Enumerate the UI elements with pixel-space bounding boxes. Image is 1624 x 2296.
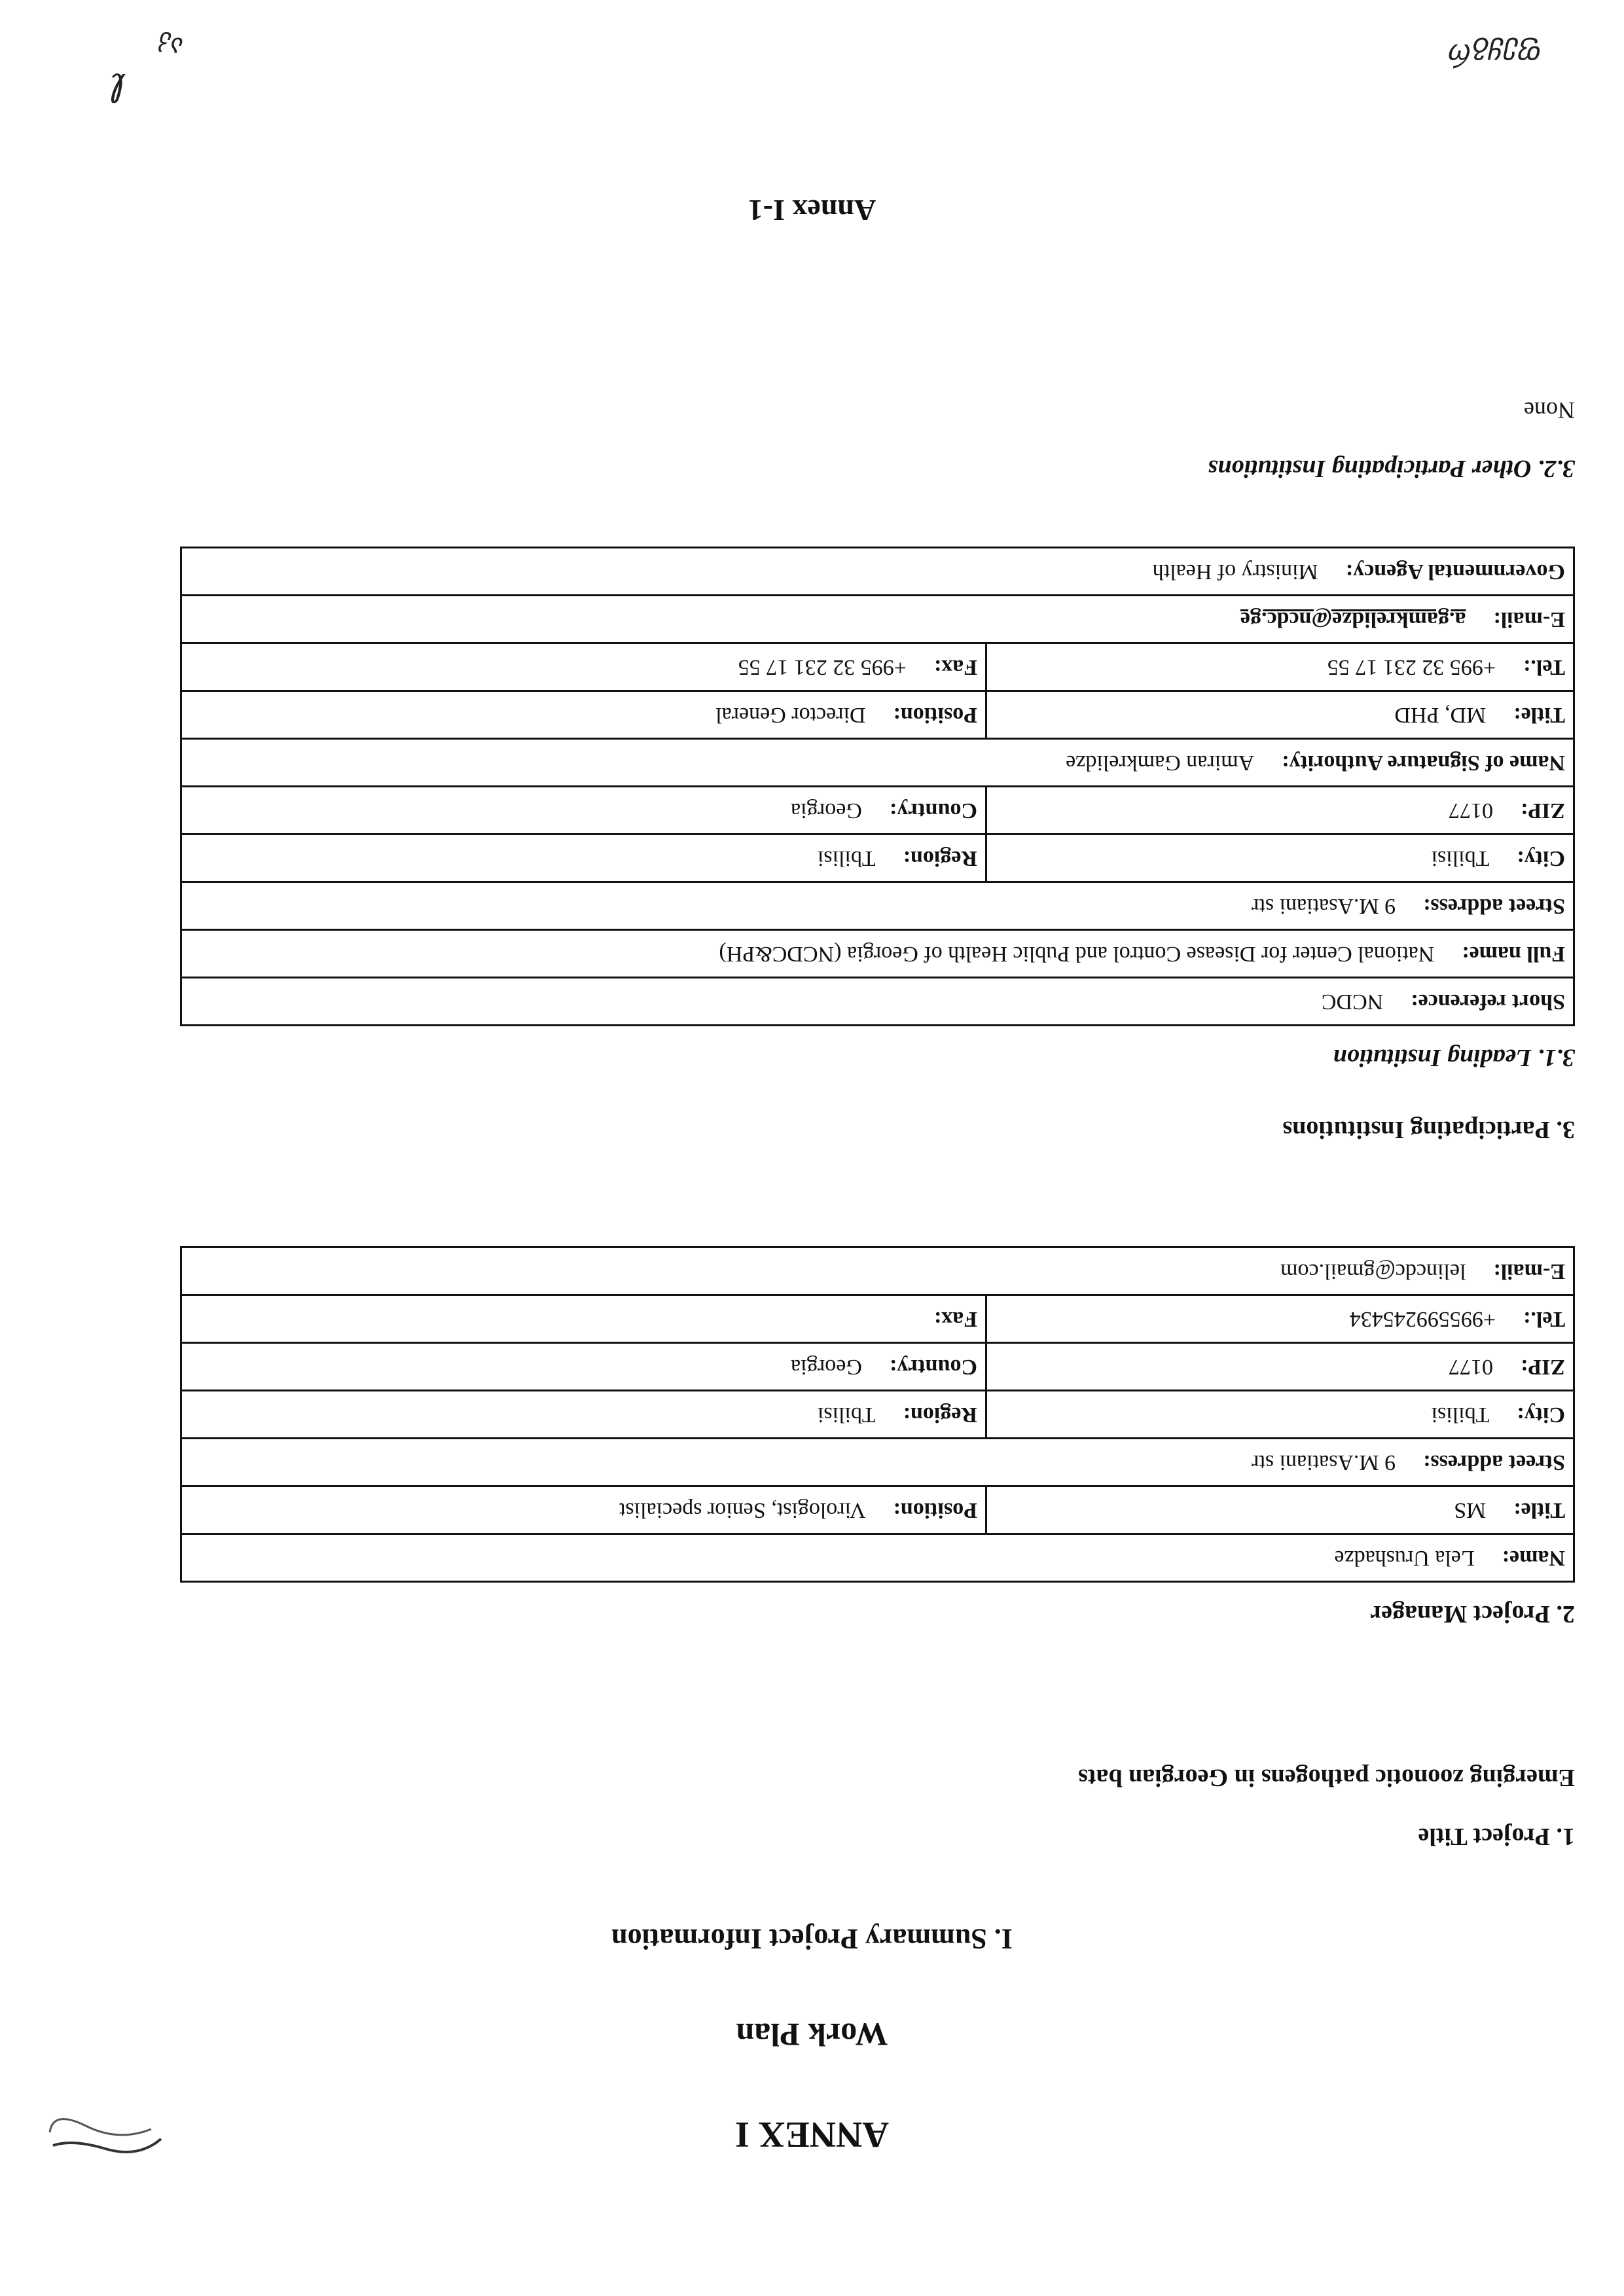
country-label: Country: <box>889 1355 977 1379</box>
title-label: Title: <box>1513 1498 1565 1522</box>
email-label: E-mail: <box>1493 1259 1565 1283</box>
tel-label: Tel.: <box>1523 1307 1565 1331</box>
other-institutions-value: None <box>1524 397 1575 423</box>
signature-label: Name of Signature Authority: <box>1282 751 1565 775</box>
table-row <box>181 596 1574 643</box>
page-number: Annex I-1 <box>748 194 876 227</box>
fax-label: Fax: <box>933 655 977 679</box>
street-label: Street address: <box>1423 1450 1565 1475</box>
region-label: Region: <box>903 1403 977 1427</box>
email-label: E-mail: <box>1493 607 1565 632</box>
leading-agency: Ministry of Health <box>1152 560 1318 584</box>
table-row <box>181 691 1574 739</box>
manager-zip: 0177 <box>1449 1355 1493 1379</box>
summary-heading: I. Summary Project Information <box>611 1923 1013 1955</box>
table-row <box>181 1534 1574 1582</box>
tel-label: Tel.: <box>1523 655 1565 679</box>
leading-institution-heading: 3.1. Leading Institution <box>1333 1044 1575 1071</box>
annex-title: ANNEX I <box>735 2114 889 2155</box>
leading-title: MD, PHD <box>1394 703 1487 727</box>
handwritten-mark-bottom-right: აკ <box>158 32 184 61</box>
region-label: Region: <box>903 846 977 870</box>
table-row <box>181 1247 1574 1295</box>
table-row <box>181 978 1574 1026</box>
participating-heading: 3. Participating Institutions <box>1282 1116 1575 1143</box>
agency-label: Governmental Agency: <box>1345 560 1565 584</box>
work-plan-title: Work Plan <box>736 2017 888 2053</box>
name-label: Name: <box>1502 1546 1565 1570</box>
short-ref-label: Short reference: <box>1411 990 1565 1014</box>
table-row <box>181 1391 1574 1439</box>
project-manager-table <box>180 1246 1575 1583</box>
table-row <box>181 882 1574 930</box>
zip-label: ZIP: <box>1521 798 1565 823</box>
leading-zip: 0177 <box>1449 798 1493 823</box>
leading-email-link[interactable]: a.gamkrelidze@ncdc.ge <box>1240 607 1466 632</box>
manager-tel: +995599245434 <box>1349 1307 1496 1331</box>
full-name-label: Full name: <box>1462 942 1565 966</box>
table-row <box>181 1295 1574 1343</box>
fax-label: Fax: <box>933 1307 977 1331</box>
leading-region: Tbilisi <box>817 846 876 870</box>
leading-street: 9 M.Asatiani str <box>1252 894 1396 918</box>
leading-country: Georgia <box>791 798 862 823</box>
country-label: Country: <box>889 798 977 823</box>
position-label: Position: <box>893 1498 977 1522</box>
manager-title: MS <box>1454 1498 1487 1522</box>
manager-country: Georgia <box>791 1355 862 1379</box>
table-row <box>181 834 1574 882</box>
table-row <box>181 787 1574 834</box>
table-row <box>181 548 1574 596</box>
table-row <box>181 1486 1574 1534</box>
leading-tel: +995 32 231 17 55 <box>1327 655 1496 679</box>
manager-email: lelincdc@gmail.com <box>1280 1259 1466 1283</box>
table-row <box>181 930 1574 978</box>
leading-position: Director General <box>715 703 866 727</box>
handwritten-note: ფეყგრ <box>1449 37 1542 71</box>
leading-institution-table <box>180 547 1575 1026</box>
project-manager-heading: 2. Project Manager <box>1370 1600 1575 1628</box>
manager-city: Tbilisi <box>1431 1403 1490 1427</box>
title-label: Title: <box>1513 703 1565 727</box>
city-label: City: <box>1517 1403 1565 1427</box>
table-row <box>181 1439 1574 1486</box>
manager-position: Virologist, Senior specialist <box>619 1498 866 1522</box>
leading-signature-authority: Amiran Gamkrelidze <box>1066 751 1255 775</box>
leading-full-name: National Center for Disease Control and Public Health of Georgia (NCDC&PH) <box>719 942 1435 966</box>
leading-city: Tbilisi <box>1431 846 1490 870</box>
leading-short-ref: NCDC <box>1321 990 1384 1014</box>
zip-label: ZIP: <box>1521 1355 1565 1379</box>
manager-name: Lela Urushadze <box>1334 1546 1475 1570</box>
city-label: City: <box>1517 846 1565 870</box>
handwritten-initials: ℓ <box>109 64 125 110</box>
manager-region: Tbilisi <box>817 1403 876 1427</box>
leading-fax: +995 32 231 17 55 <box>738 655 907 679</box>
manager-street: 9 M.Asatiani str <box>1252 1450 1396 1475</box>
table-row <box>181 1343 1574 1391</box>
other-institutions-heading: 3.2. Other Participating Institutions <box>1208 455 1575 482</box>
table-row <box>181 643 1574 691</box>
project-title: Emerging zoonotic pathogens in Georgian bats <box>1078 1764 1575 1791</box>
position-label: Position: <box>893 703 977 727</box>
table-row <box>181 739 1574 787</box>
street-label: Street address: <box>1423 894 1565 918</box>
project-title-heading: 1. Project Title <box>1418 1823 1575 1850</box>
